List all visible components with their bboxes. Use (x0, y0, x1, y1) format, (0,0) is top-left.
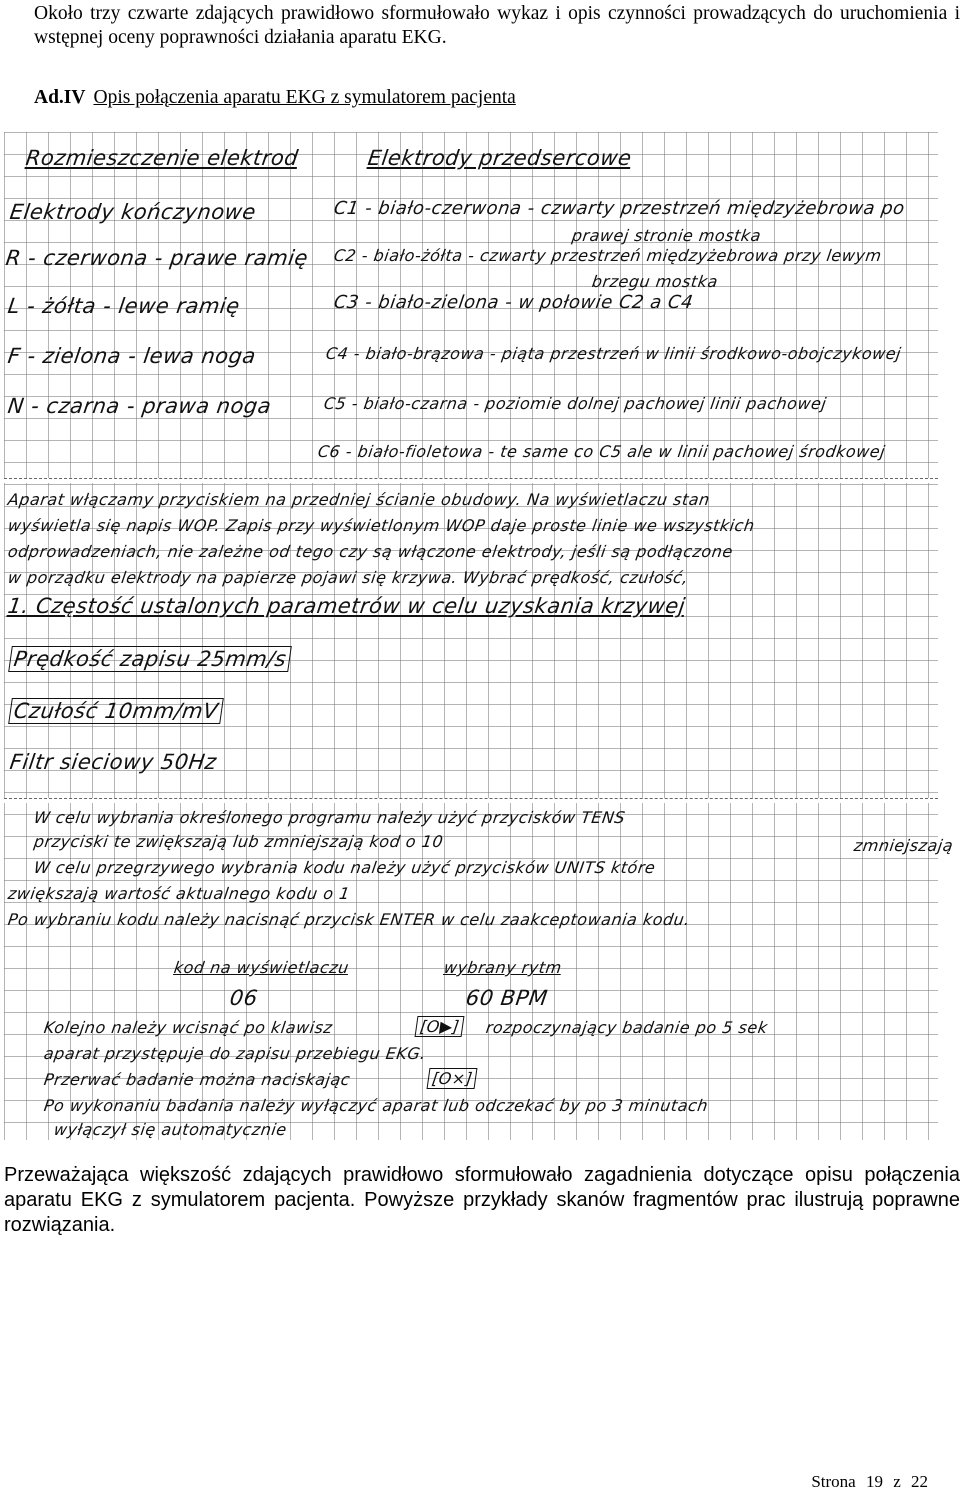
stop-key: [O×] (427, 1068, 478, 1089)
section-heading (34, 86, 516, 110)
scan-line: F - zielona - lewa noga (6, 344, 258, 368)
scan-line: Kolejno należy wcisnąć po klawisz (42, 1018, 334, 1037)
scan-line: Czułość 10mm/mV (8, 698, 224, 724)
scan-line: Elektrody kończynowe (8, 200, 258, 224)
scan-line: aparat przystępuje do zapisu przebiegu EKG. (42, 1044, 428, 1063)
scan-line: W celu wybrania określonego programu należy użyć przycisków TENS (32, 808, 627, 827)
summary-paragraph: Przeważająca większość zdających prawidłowo sformułowało zagadnienia dotyczące opisu połączenia aparatu EKG z symulatorem pacjenta. Powyższe przykłady skanów fragmentów prac ilustrują poprawne rozwiązania. (4, 1164, 960, 1236)
section-number: Ad.IV (34, 87, 86, 108)
scan-line: wyłączył się automatycznie (52, 1120, 289, 1139)
scan-line: C4 - biało-brązowa - piąta przestrzeń w linii środkowo-obojczykowej (324, 344, 903, 363)
scan-line: Aparat włączamy przyciskiem na przedniej ścianie obudowy. Na wyświetlaczu stan (6, 490, 712, 509)
scan-line: Przerwać badanie można naciskając (42, 1070, 352, 1089)
footer-separator: z (893, 1472, 901, 1491)
scan-line: 60 BPM (464, 986, 550, 1010)
scan-line: brzegu mostka (590, 272, 720, 291)
scan-line: w porządku elektrody na papierze pojawi się krzywa. Wybrać prędkość, czułość, (6, 568, 690, 587)
scan-line: Prędkość zapisu 25mm/s (8, 646, 292, 672)
scan-line: C1 - biało-czerwona - czwarty przestrzeń międzyżebrowa po (332, 198, 907, 219)
scan-line: zmniejszają (852, 836, 955, 855)
scan-line: prawej stronie mostka (570, 226, 763, 245)
scan-line: przyciski te zwiększają lub zmniejszają kod o 10 (32, 832, 445, 851)
start-key: [O▶] (415, 1016, 465, 1037)
page-total: 22 (911, 1472, 928, 1491)
scan-line: odprowadzeniach, nie zależne od tego czy są włączone elektrody, jeśli są podłączone (6, 542, 735, 561)
page-footer (805, 1472, 928, 1492)
scan-line: wyświetla się napis WOP. Zapis przy wyświetlonym WOP daje proste linie we wszystkich (6, 516, 756, 535)
scan-fragment-startup (4, 482, 938, 797)
section-title: Opis połączenia aparatu EKG z symulatorem pacjenta (93, 87, 516, 108)
scan-line: Rozmieszczenie elektrod (24, 146, 300, 170)
footer-label: Strona (811, 1472, 856, 1491)
scan-fragment-electrodes (4, 132, 938, 477)
scan-line: C3 - biało-zielona - w połowie C2 a C4 (332, 292, 695, 313)
scan-line: L - żółta - lewe ramię (6, 294, 242, 318)
scan-line: R - czerwona - prawe ramię (4, 246, 310, 270)
scan-line: W celu przegrzywego wybrania kodu należy użyć przycisków UNITS które (32, 858, 657, 877)
scan-line: N - czarna - prawa noga (6, 394, 273, 418)
handwritten-scan (4, 132, 955, 1140)
scan-line: C6 - biało-fioletowa - te same co C5 ale w linii pachowej środkowej (316, 442, 887, 461)
scan-line: wybrany rytm (442, 958, 564, 977)
scan-line: C5 - biało-czarna - poziomie dolnej pachowej linii pachowej (322, 394, 828, 413)
scan-line: zwiększają wartość aktualnego kodu o 1 (6, 884, 352, 903)
page-number: 19 (865, 1472, 883, 1491)
scan-line: rozpoczynający badanie po 5 sek (484, 1018, 769, 1037)
scan-line: Filtr sieciowy 50Hz (8, 750, 219, 774)
scan-line: Elektrody przedsercowe (366, 146, 634, 170)
scan-line: Po wybraniu kodu należy nacisnąć przycisk ENTER w celu zaakceptowania kodu. (6, 910, 692, 929)
intro-paragraph: Około trzy czwarte zdających prawidłowo sformułowało wykaz i opis czynności prowadzących do uruchomienia i wstępnej oceny poprawności działania aparatu EKG. (34, 3, 960, 48)
scan-line: 1. Częstość ustalonych parametrów w celu uzyskania krzywej (6, 594, 687, 618)
scan-line: kod na wyświetlaczu (172, 958, 351, 977)
scan-line: C2 - biało-żółta - czwarty przestrzeń międzyżebrowa przy lewym (332, 246, 883, 265)
scan-fragment-program (4, 802, 955, 1140)
scan-line: 06 (228, 986, 260, 1010)
scan-line: Po wykonaniu badania należy wyłączyć aparat lub odczekać by po 3 minutach (42, 1096, 710, 1115)
